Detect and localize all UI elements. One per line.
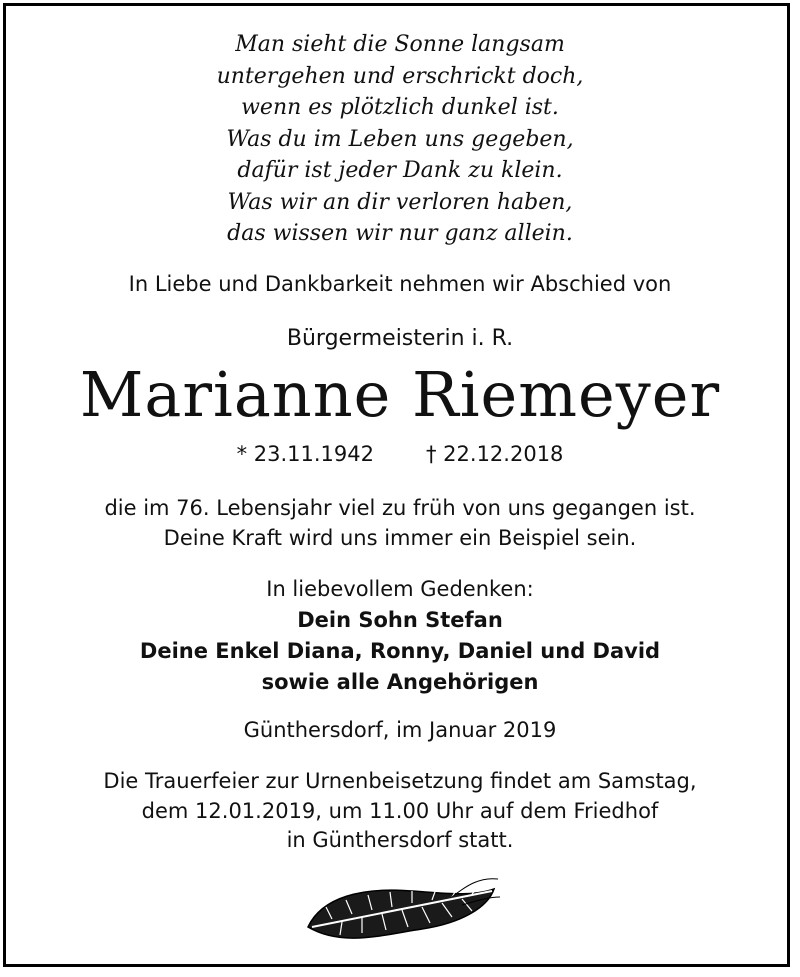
deceased-name: Marianne Riemeyer [79, 358, 721, 431]
feather-icon [302, 867, 502, 949]
ceremony-line: in Günthersdorf statt. [286, 828, 514, 852]
ceremony-info [0, 767, 800, 856]
tribute-line: Deine Kraft wird uns immer ein Beispiel sein. [163, 526, 637, 550]
poem-line: das wissen wir nur ganz allein. [227, 221, 573, 246]
place-date: Günthersdorf, im Januar 2019 [243, 718, 557, 742]
poem-line: Was du im Leben uns gegeben, [226, 126, 574, 152]
poem-line: wenn es plötzlich dunkel ist. [241, 95, 559, 120]
birth-date: * 23.11.1942 [236, 442, 374, 466]
tribute-line: die im 76. Lebensjahr viel zu früh von uns gegangen ist. [104, 496, 696, 520]
tribute [0, 493, 800, 553]
mourners-heading: In liebevollem Gedenken: [266, 577, 534, 601]
poem [0, 29, 800, 250]
mourner-line: Deine Enkel Diana, Ronny, Daniel und David [139, 639, 661, 663]
intro-text: In Liebe und Dankbarkeit nehmen wir Abschied von [128, 272, 672, 296]
poem-line: untergehen und erschrickt doch, [216, 63, 584, 89]
mourners [0, 574, 800, 698]
ceremony-line: dem 12.01.2019, um 11.00 Uhr auf dem Friedhof [141, 798, 659, 823]
death-date: † 22.12.2018 [426, 442, 564, 466]
mourner-line: sowie alle Angehörigen [261, 670, 539, 694]
deceased-title: Bürgermeisterin i. R. [286, 326, 514, 351]
poem-line: Man sieht die Sonne langsam [235, 32, 565, 57]
life-dates [0, 442, 800, 466]
mourner-line: Dein Sohn Stefan [297, 608, 503, 632]
ceremony-line: Die Trauerfeier zur Urnenbeisetzung findet am Samstag, [103, 769, 697, 793]
poem-line: Was wir an dir verloren haben, [227, 189, 573, 215]
poem-line: dafür ist jeder Dank zu klein. [237, 158, 563, 183]
